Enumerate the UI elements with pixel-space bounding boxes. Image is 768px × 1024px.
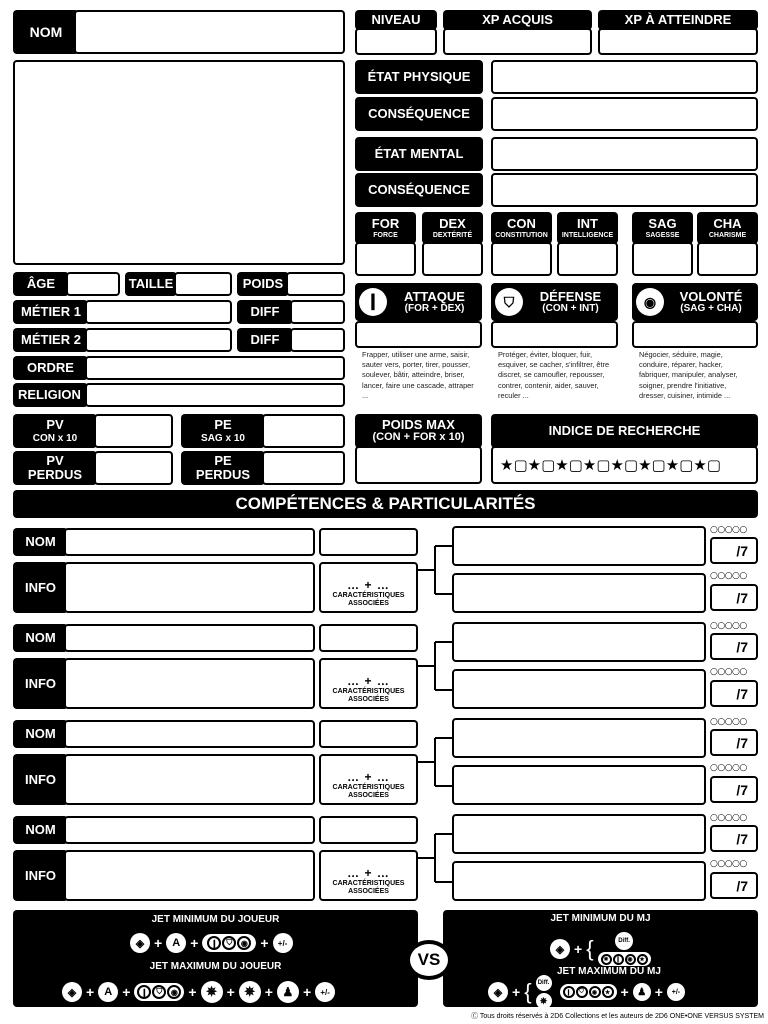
consequence2-label: CONSÉQUENCE xyxy=(355,173,483,207)
sword-icon: ❙ xyxy=(137,985,151,999)
competence-nom-label: NOM xyxy=(13,528,68,556)
eye-icon: ◉ xyxy=(167,985,181,999)
competence-info-field[interactable] xyxy=(64,562,315,613)
pv-perdus-field[interactable] xyxy=(94,451,173,485)
religion-field[interactable] xyxy=(85,383,345,407)
ability-icon: A xyxy=(166,933,186,953)
age-field[interactable] xyxy=(66,272,120,296)
religion-label: RELIGION xyxy=(13,383,88,407)
dice-icon: ◈ xyxy=(130,933,150,953)
portrait-box[interactable] xyxy=(13,60,345,265)
eye-icon: ◉ xyxy=(589,986,601,998)
volonte-field[interactable] xyxy=(632,321,758,348)
sword-icon: ❙ xyxy=(613,954,624,965)
modifier-icon: +/- xyxy=(315,982,335,1002)
diff2-label: DIFF xyxy=(237,328,293,352)
poids-max-field[interactable] xyxy=(355,446,482,484)
pe-label: PE SAG x 10 xyxy=(181,414,265,448)
diff1-field[interactable] xyxy=(290,300,345,324)
competence-sub2-score[interactable]: /7 xyxy=(710,680,758,707)
carac-for-label: FOR FORCE xyxy=(355,212,416,244)
competence-carac-field[interactable] xyxy=(319,624,418,652)
eye-icon: ◉ xyxy=(237,936,251,950)
competence-carac-field[interactable] xyxy=(319,720,418,748)
competence-info-label: INFO xyxy=(13,850,68,901)
star-icon: ★ xyxy=(637,954,648,965)
competences-title: COMPÉTENCES & PARTICULARITÉS xyxy=(13,490,758,518)
sword-icon: ❙ xyxy=(207,936,221,950)
etat-mental-label: ÉTAT MENTAL xyxy=(355,137,483,171)
competence-bracket xyxy=(418,622,454,714)
metier2-label: MÉTIER 2 xyxy=(13,328,88,352)
recherche-track[interactable]: ★▢★▢★▢★▢★▢★▢★▢★▢ xyxy=(500,456,721,474)
competence-nom-field[interactable] xyxy=(64,720,315,748)
mj-action-icons xyxy=(598,952,651,966)
attaque-desc: Frapper, utiliser une arme, saisir, sauter vers, porter, tirer, pousser, soulever, bâtir, atteindre, briser, lancer, faire une cascade, attraper ... xyxy=(362,350,474,400)
difficulty-icon: Diff. xyxy=(536,975,552,991)
competence-sub2-field[interactable] xyxy=(452,765,706,805)
jet-mj-max-title: JET MAXIMUM DU MJ xyxy=(557,966,661,977)
weight-icon: ♟ xyxy=(633,983,651,1001)
recherche-label: INDICE DE RECHERCHE xyxy=(491,414,758,448)
competence-nom-label: NOM xyxy=(13,816,68,844)
metier2-field[interactable] xyxy=(85,328,232,352)
age-label: ÂGE xyxy=(13,272,69,296)
carac-con-label: CON CONSTITUTION xyxy=(491,212,552,244)
competence-info-field[interactable] xyxy=(64,754,315,805)
modifier-icon: +/- xyxy=(273,933,293,953)
competence-bracket xyxy=(418,718,454,810)
competence-nom-label: NOM xyxy=(13,624,68,652)
carac-con-field[interactable] xyxy=(491,242,552,276)
shield-icon: ⛉ xyxy=(576,986,588,998)
shield-icon: ⛉ xyxy=(152,985,166,999)
xp-acquis-field[interactable] xyxy=(443,28,592,55)
attaque-field[interactable] xyxy=(355,321,482,348)
jet-joueur-min-formula: ◈ + A + ❙ ⛉ ◉ + +/- xyxy=(130,933,293,953)
xp-atteindre-label: XP À ATTEINDRE xyxy=(598,10,758,30)
competence-info-label: INFO xyxy=(13,754,68,805)
vs-badge: VS xyxy=(406,940,452,980)
carac-sag-label: SAG SAGESSE xyxy=(632,212,693,244)
competence-sub1-score[interactable]: /7 xyxy=(710,729,758,756)
competence-sub2-score[interactable]: /7 xyxy=(710,584,758,611)
vitruvian-icon: ✵ xyxy=(239,981,261,1003)
weight-icon: ♟ xyxy=(277,981,299,1003)
jet-joueur-max-formula: ◈ + A + ❙ ⛉ ◉ + ✵ + ✵ + ♟ + +/- xyxy=(62,981,335,1003)
competence-sub1-circles[interactable]: ○○○○○ xyxy=(710,621,747,631)
competence-sub2-field[interactable] xyxy=(452,573,706,613)
jet-joueur-max-title: JET MAXIMUM DU JOUEUR xyxy=(149,961,282,972)
xp-acquis-label: XP ACQUIS xyxy=(443,10,592,30)
pe-perdus-field[interactable] xyxy=(262,451,345,485)
jet-mj-max-formula: ◈ + { Diff. ✵ ❙ ⛉ ◉ ★ + ♟ + +/- xyxy=(488,975,685,1009)
competence-sub2-circles[interactable]: ○○○○○ xyxy=(710,763,747,773)
diff1-label: DIFF xyxy=(237,300,293,324)
nom-field[interactable] xyxy=(74,10,345,54)
competence-sub2-circles[interactable]: ○○○○○ xyxy=(710,859,747,869)
pv-label: PV CON x 10 xyxy=(13,414,97,448)
competence-nom-field[interactable] xyxy=(64,624,315,652)
competence-sub2-field[interactable] xyxy=(452,669,706,709)
sword-icon: ❙ xyxy=(563,986,575,998)
competence-info-field[interactable] xyxy=(64,850,315,901)
star-icon: ★ xyxy=(602,986,614,998)
action-icons xyxy=(134,983,184,1001)
difficulty-icon: Diff. xyxy=(615,932,633,950)
competence-sub1-score[interactable]: /7 xyxy=(710,825,758,852)
ability-icon: A xyxy=(98,982,118,1002)
competence-assoc-box[interactable]: … + … CARACTÉRISTIQUES ASSOCIÉES xyxy=(319,658,418,709)
sword-icon: ❙ xyxy=(359,288,387,316)
competence-nom-field[interactable] xyxy=(64,816,315,844)
shield-icon: ⛉ xyxy=(495,288,523,316)
competence-info-field[interactable] xyxy=(64,658,315,709)
competence-assoc-box[interactable]: … + … CARACTÉRISTIQUES ASSOCIÉES xyxy=(319,562,418,613)
defense-label: ⛉ DÉFENSE (CON + INT) xyxy=(491,283,618,321)
pv-field[interactable] xyxy=(94,414,173,448)
competence-sub2-field[interactable] xyxy=(452,861,706,901)
competence-bracket xyxy=(418,814,454,906)
competence-nom-label: NOM xyxy=(13,720,68,748)
competence-sub1-field[interactable] xyxy=(452,814,706,854)
diff2-field[interactable] xyxy=(290,328,345,352)
dice-icon: ◈ xyxy=(488,982,508,1002)
jet-mj-min-title: JET MINIMUM DU MJ xyxy=(550,913,651,924)
competence-sub2-score[interactable]: /7 xyxy=(710,872,758,899)
competence-sub1-field[interactable] xyxy=(452,622,706,662)
carac-dex-label: DEX DEXTÉRITÉ xyxy=(422,212,483,244)
carac-for-field[interactable] xyxy=(355,242,416,276)
competence-sub2-circles[interactable]: ○○○○○ xyxy=(710,571,747,581)
competence-bracket xyxy=(418,526,454,618)
ordre-label: ORDRE xyxy=(13,356,88,380)
pe-perdus-label: PE PERDUS xyxy=(181,451,265,485)
competence-info-label: INFO xyxy=(13,562,68,613)
eye-icon: ◉ xyxy=(636,288,664,316)
taille-field[interactable] xyxy=(174,272,232,296)
consequence2-field[interactable] xyxy=(491,173,758,207)
jet-joueur-min-title: JET MINIMUM DU JOUEUR xyxy=(151,914,280,925)
poids-label: POIDS xyxy=(237,272,289,296)
consequence1-label: CONSÉQUENCE xyxy=(355,97,483,131)
taille-label: TAILLE xyxy=(125,272,177,296)
etat-physique-label: ÉTAT PHYSIQUE xyxy=(355,60,483,94)
vitruvian-icon: ✵ xyxy=(536,993,552,1009)
poids-max-label: POIDS MAX (CON + FOR x 10) xyxy=(355,414,482,448)
nom-label: NOM xyxy=(13,10,79,54)
competence-sub1-circles[interactable]: ○○○○○ xyxy=(710,525,747,535)
jet-mj-min-formula: ◈ + { Diff. ✵ ❙ ◉ ★ xyxy=(550,932,651,966)
carac-int-field[interactable] xyxy=(557,242,618,276)
etat-physique-field[interactable] xyxy=(491,60,758,94)
pe-field[interactable] xyxy=(262,414,345,448)
copyright-footer: Ⓒ Tous droits réservés à 2D6 Collections et les auteurs de 2D6 ONE•ONE VERSUS SYSTEM xyxy=(471,1013,764,1020)
competence-sub2-circles[interactable]: ○○○○○ xyxy=(710,667,747,677)
poids-field[interactable] xyxy=(286,272,345,296)
carac-sag-field[interactable] xyxy=(632,242,693,276)
metier1-label: MÉTIER 1 xyxy=(13,300,88,324)
xp-atteindre-field[interactable] xyxy=(598,28,758,55)
competence-info-label: INFO xyxy=(13,658,68,709)
etat-mental-field[interactable] xyxy=(491,137,758,171)
volonte-label: ◉ VOLONTÉ (SAG + CHA) xyxy=(632,283,758,321)
carac-cha-label: CHA CHARISME xyxy=(697,212,758,244)
carac-dex-field[interactable] xyxy=(422,242,483,276)
shield-icon: ⛉ xyxy=(222,936,236,950)
consequence1-field[interactable] xyxy=(491,97,758,131)
niveau-label: NIVEAU xyxy=(355,10,437,30)
defense-field[interactable] xyxy=(491,321,618,348)
carac-cha-field[interactable] xyxy=(697,242,758,276)
attaque-label: ❙ ATTAQUE (FOR + DEX) xyxy=(355,283,482,321)
competence-assoc-box[interactable]: … + … CARACTÉRISTIQUES ASSOCIÉES xyxy=(319,850,418,901)
competence-sub1-field[interactable] xyxy=(452,526,706,566)
dice-icon: ◈ xyxy=(62,982,82,1002)
ordre-field[interactable] xyxy=(85,356,345,380)
competence-sub1-field[interactable] xyxy=(452,718,706,758)
competence-carac-field[interactable] xyxy=(319,528,418,556)
competence-sub1-circles[interactable]: ○○○○○ xyxy=(710,717,747,727)
competence-sub1-score[interactable]: /7 xyxy=(710,633,758,660)
vitruvian-icon: ✵ xyxy=(601,954,612,965)
defense-desc: Protéger, éviter, bloquer, fuir, esquiver, se cacher, s'infiltrer, être discret, se camoufler, repousser, contrer, contenir, aider, sauver, reculer ... xyxy=(498,350,610,400)
carac-int-label: INT INTELLIGENCE xyxy=(557,212,618,244)
metier1-field[interactable] xyxy=(85,300,232,324)
action-icons xyxy=(202,934,256,952)
mj-action-icons xyxy=(560,984,617,1000)
niveau-field[interactable] xyxy=(355,28,437,55)
vitruvian-icon: ✵ xyxy=(201,981,223,1003)
competence-sub1-score[interactable]: /7 xyxy=(710,537,758,564)
competence-sub2-score[interactable]: /7 xyxy=(710,776,758,803)
competence-sub1-circles[interactable]: ○○○○○ xyxy=(710,813,747,823)
competence-carac-field[interactable] xyxy=(319,816,418,844)
competence-nom-field[interactable] xyxy=(64,528,315,556)
pv-perdus-label: PV PERDUS xyxy=(13,451,97,485)
modifier-icon: +/- xyxy=(667,983,685,1001)
dice-icon: ◈ xyxy=(550,939,570,959)
volonte-desc: Négocier, séduire, magie, conduire, réparer, hacker, fabriquer, manipuler, analyser, soigner, prendre l'initiative, dresser, cuisiner, intimide ... xyxy=(639,350,738,400)
eye-icon: ◉ xyxy=(625,954,636,965)
competence-assoc-box[interactable]: … + … CARACTÉRISTIQUES ASSOCIÉES xyxy=(319,754,418,805)
